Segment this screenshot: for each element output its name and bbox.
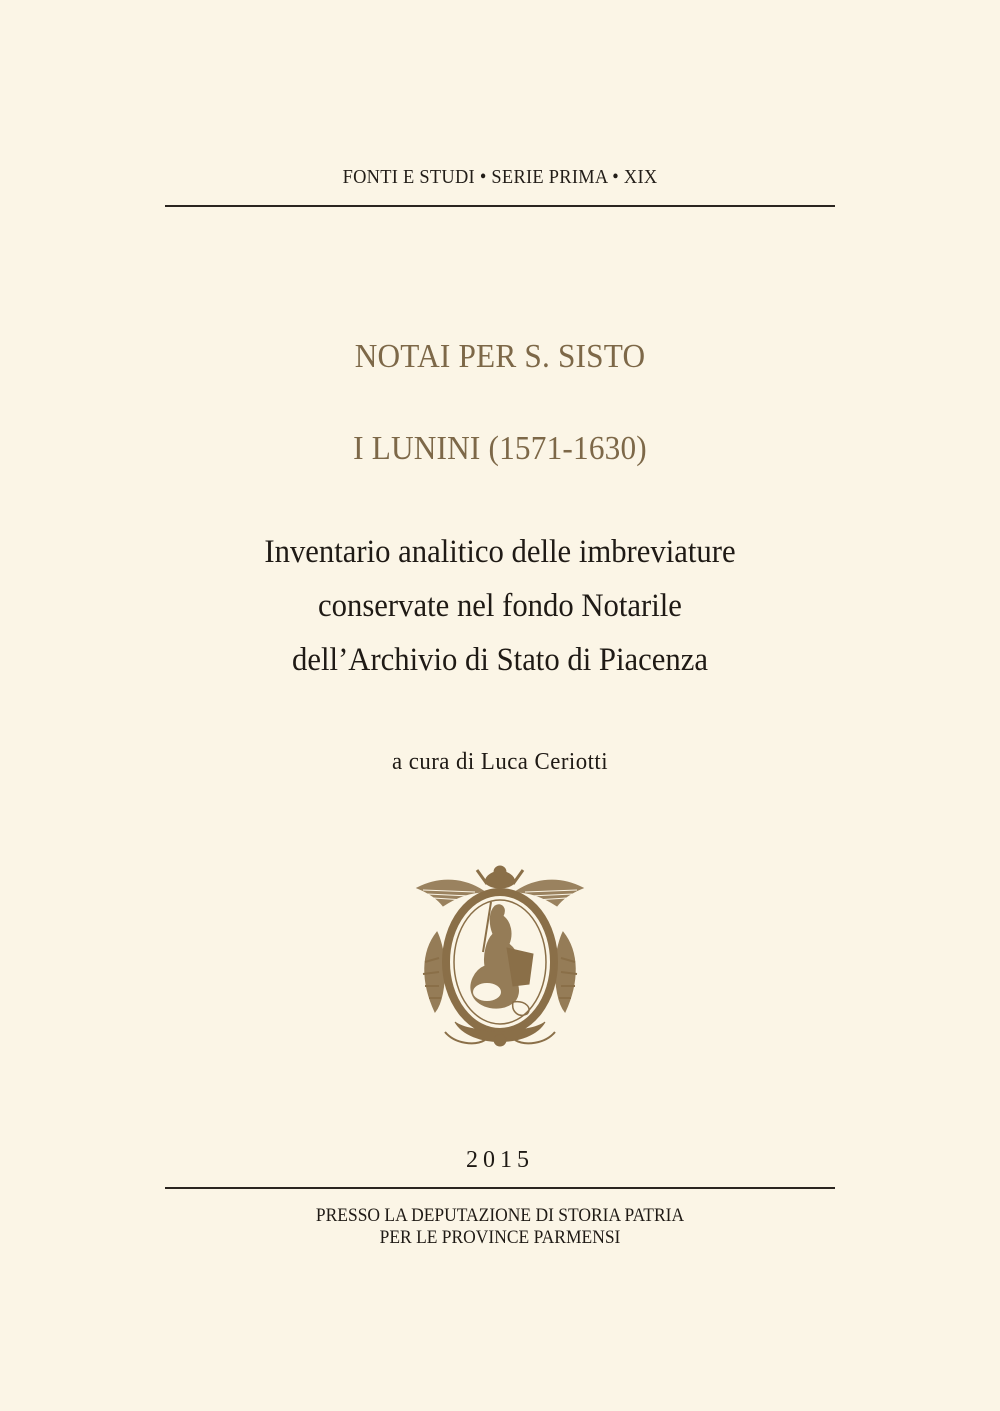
title-line-1: NOTAI PER S. SISTO	[354, 338, 646, 375]
publication-year: 2015	[466, 1147, 534, 1173]
series-line: FONTI E STUDI • SERIE PRIMA • XIX	[342, 166, 658, 188]
bottom-divider	[165, 1187, 835, 1189]
subtitle-line-1: Inventario analitico delle imbreviature	[264, 534, 736, 570]
publisher-line-2: PER LE PROVINCE PARMENSI	[379, 1227, 621, 1248]
editor-credit: a cura di Luca Ceriotti	[391, 749, 609, 775]
subtitle-line-2: conservate nel fondo Notarile	[318, 588, 682, 624]
publisher-line-1: PRESSO LA DEPUTAZIONE DI STORIA PATRIA	[315, 1205, 685, 1226]
title-line-2: I LUNINI (1571-1630)	[353, 430, 647, 467]
publisher	[40, 1205, 960, 1249]
subtitle-line-3: dell’Archivio di Stato di Piacenza	[292, 642, 708, 678]
baroque-cartouche-emblem-icon	[415, 862, 585, 1048]
subtitle	[35, 525, 965, 687]
top-divider	[165, 205, 835, 207]
